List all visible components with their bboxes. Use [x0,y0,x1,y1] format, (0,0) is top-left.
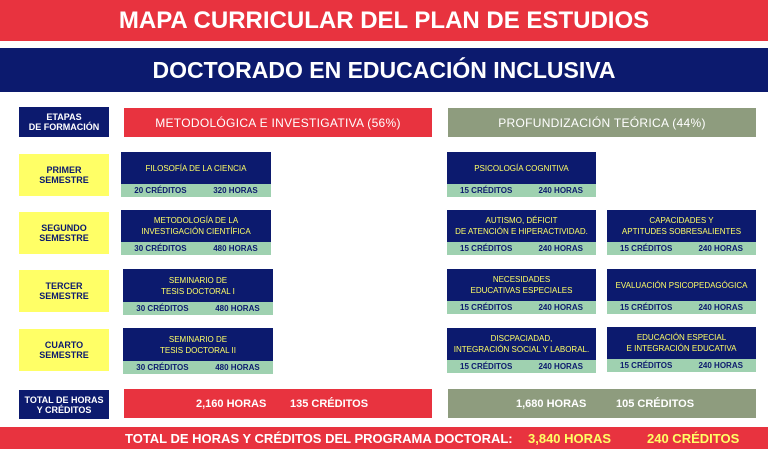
course-name [447,152,596,184]
semester-label [19,329,109,371]
methodological-header: METODOLÓGICA E INVESTIGATIVA (56%) [124,108,432,137]
course-stats [123,361,273,374]
course-stats [447,242,596,255]
course-card [123,269,273,315]
course-name-line1: EDUCACIÓN ESPECIAL [636,333,727,342]
course-hours: 240 HORAS [698,303,743,312]
course-hours: 240 HORAS [698,244,743,253]
course-credits: 15 CRÉDITOS [460,362,513,371]
semester-label [19,212,109,254]
course-name-line1: EVALUACIÓN PSICOPEDAGÓGICA [615,280,748,290]
course-name [123,269,273,302]
program-total-banner [0,427,768,449]
semester-label [19,154,109,196]
course-name-line2: TESIS DOCTORAL II [159,345,236,355]
course-stats [447,184,596,197]
course-name-line1: METODOLOGÍA DE LA [153,216,239,225]
course-credits: 30 CRÉDITOS [136,304,189,313]
course-hours: 240 HORAS [538,303,583,312]
course-stats [121,184,271,197]
course-name [447,328,596,360]
course-name-line1: NECESIDADES [492,275,551,284]
methodological-total-credits: 135 CRÉDITOS [290,397,369,410]
course-credits: 15 CRÉDITOS [460,244,513,253]
semester-label-line1: CUARTO [44,340,84,350]
program-total-credits: 240 CRÉDITOS [647,430,740,446]
course-card [123,328,273,374]
course-card [447,152,596,197]
course-credits: 15 CRÉDITOS [620,361,673,370]
course-name [607,327,756,359]
course-name [447,269,596,301]
program-title: DOCTORADO EN EDUCACIÓN INCLUSIVA [0,48,768,92]
course-name-line1: SEMINARIO DE [168,334,228,344]
theoretical-header: PROFUNDIZACIÓN TEÓRICA (44%) [448,108,756,137]
course-hours: 240 HORAS [538,244,583,253]
course-name [121,210,271,242]
course-stats [607,359,756,372]
course-name-line2: EDUCATIVAS ESPECIALES [470,286,573,295]
semester-label-line2: SEMESTRE [39,291,89,301]
course-credits: 15 CRÉDITOS [460,303,513,312]
course-credits: 30 CRÉDITOS [134,244,187,253]
course-name-line2: E INTEGRACIÓN EDUCATIVA [626,344,737,353]
course-stats [447,301,596,314]
course-card [447,269,596,314]
course-stats [447,360,596,373]
semester-label-line1: TERCER [45,281,83,291]
course-name [121,152,271,184]
semester-label-line1: PRIMER [46,165,82,175]
stages-label [19,107,109,137]
course-stats [607,242,756,255]
course-card [447,328,596,373]
course-name [123,328,273,361]
course-name-line1: PSICOLOGÍA COGNITIVA [474,163,569,173]
course-stats [121,242,271,255]
course-hours: 480 HORAS [213,244,258,253]
stages-label-line1: ETAPAS [46,112,82,122]
course-hours: 240 HORAS [538,186,583,195]
course-card [607,269,756,314]
course-name [447,210,596,242]
course-name-line1: AUTISMO, DÉFICIT [485,216,558,225]
course-name-line2: DE ATENCIÓN E HIPERACTIVIDAD. [455,227,588,236]
course-name-line1: CAPACIDADES Y [649,216,714,225]
course-card [447,210,596,255]
theoretical-total-hours: 1,680 HORAS [516,397,587,410]
course-name [607,269,756,301]
course-stats [607,301,756,314]
totals-label-line2: Y CRÉDITOS [36,404,92,415]
course-name-line1: FILOSOFÍA DE LA CIENCIA [145,163,247,173]
semester-label-line2: SEMESTRE [39,175,89,185]
course-name-line2: TESIS DOCTORAL I [161,286,235,296]
course-hours: 480 HORAS [215,304,260,313]
course-credits: 15 CRÉDITOS [460,186,513,195]
course-name-line2: INVESTIGACIÓN CIENTÍFICA [141,227,251,236]
semester-label-line2: SEMESTRE [39,350,89,360]
course-name-line1: DISCPACIADAD, [490,334,553,343]
course-name [607,210,756,242]
course-credits: 15 CRÉDITOS [620,244,673,253]
course-card [121,152,271,197]
course-hours: 320 HORAS [213,186,258,195]
course-credits: 15 CRÉDITOS [620,303,673,312]
course-name-line1: SEMINARIO DE [168,275,228,285]
program-total-hours: 3,840 HORAS [528,430,612,446]
methodological-total-hours: 2,160 HORAS [196,397,267,410]
semester-label-line2: SEMESTRE [39,233,89,243]
course-hours: 480 HORAS [215,363,260,372]
semester-label-line1: SEGUNDO [41,223,87,233]
totals-label-line1: TOTAL DE HORAS [24,394,104,405]
course-name-line2: APTITUDES SOBRESALIENTES [621,227,742,236]
course-credits: 20 CRÉDITOS [134,186,187,195]
course-credits: 30 CRÉDITOS [136,363,189,372]
semester-label [19,270,109,312]
course-card [121,210,271,255]
course-card [607,210,756,255]
theoretical-total-credits: 105 CRÉDITOS [616,397,695,410]
theoretical-total [448,389,756,418]
course-hours: 240 HORAS [698,361,743,370]
page-title: MAPA CURRICULAR DEL PLAN DE ESTUDIOS [0,0,768,41]
methodological-total [124,389,432,418]
course-card [607,327,756,372]
course-name-line2: INTEGRACIÓN SOCIAL Y LABORAL. [453,345,590,354]
course-hours: 240 HORAS [538,362,583,371]
program-total-label: TOTAL DE HORAS Y CRÉDITOS DEL PROGRAMA DOCTORAL: [125,430,513,446]
totals-label [19,390,109,419]
stages-label-line2: DE FORMACIÓN [28,122,100,132]
course-stats [123,302,273,315]
